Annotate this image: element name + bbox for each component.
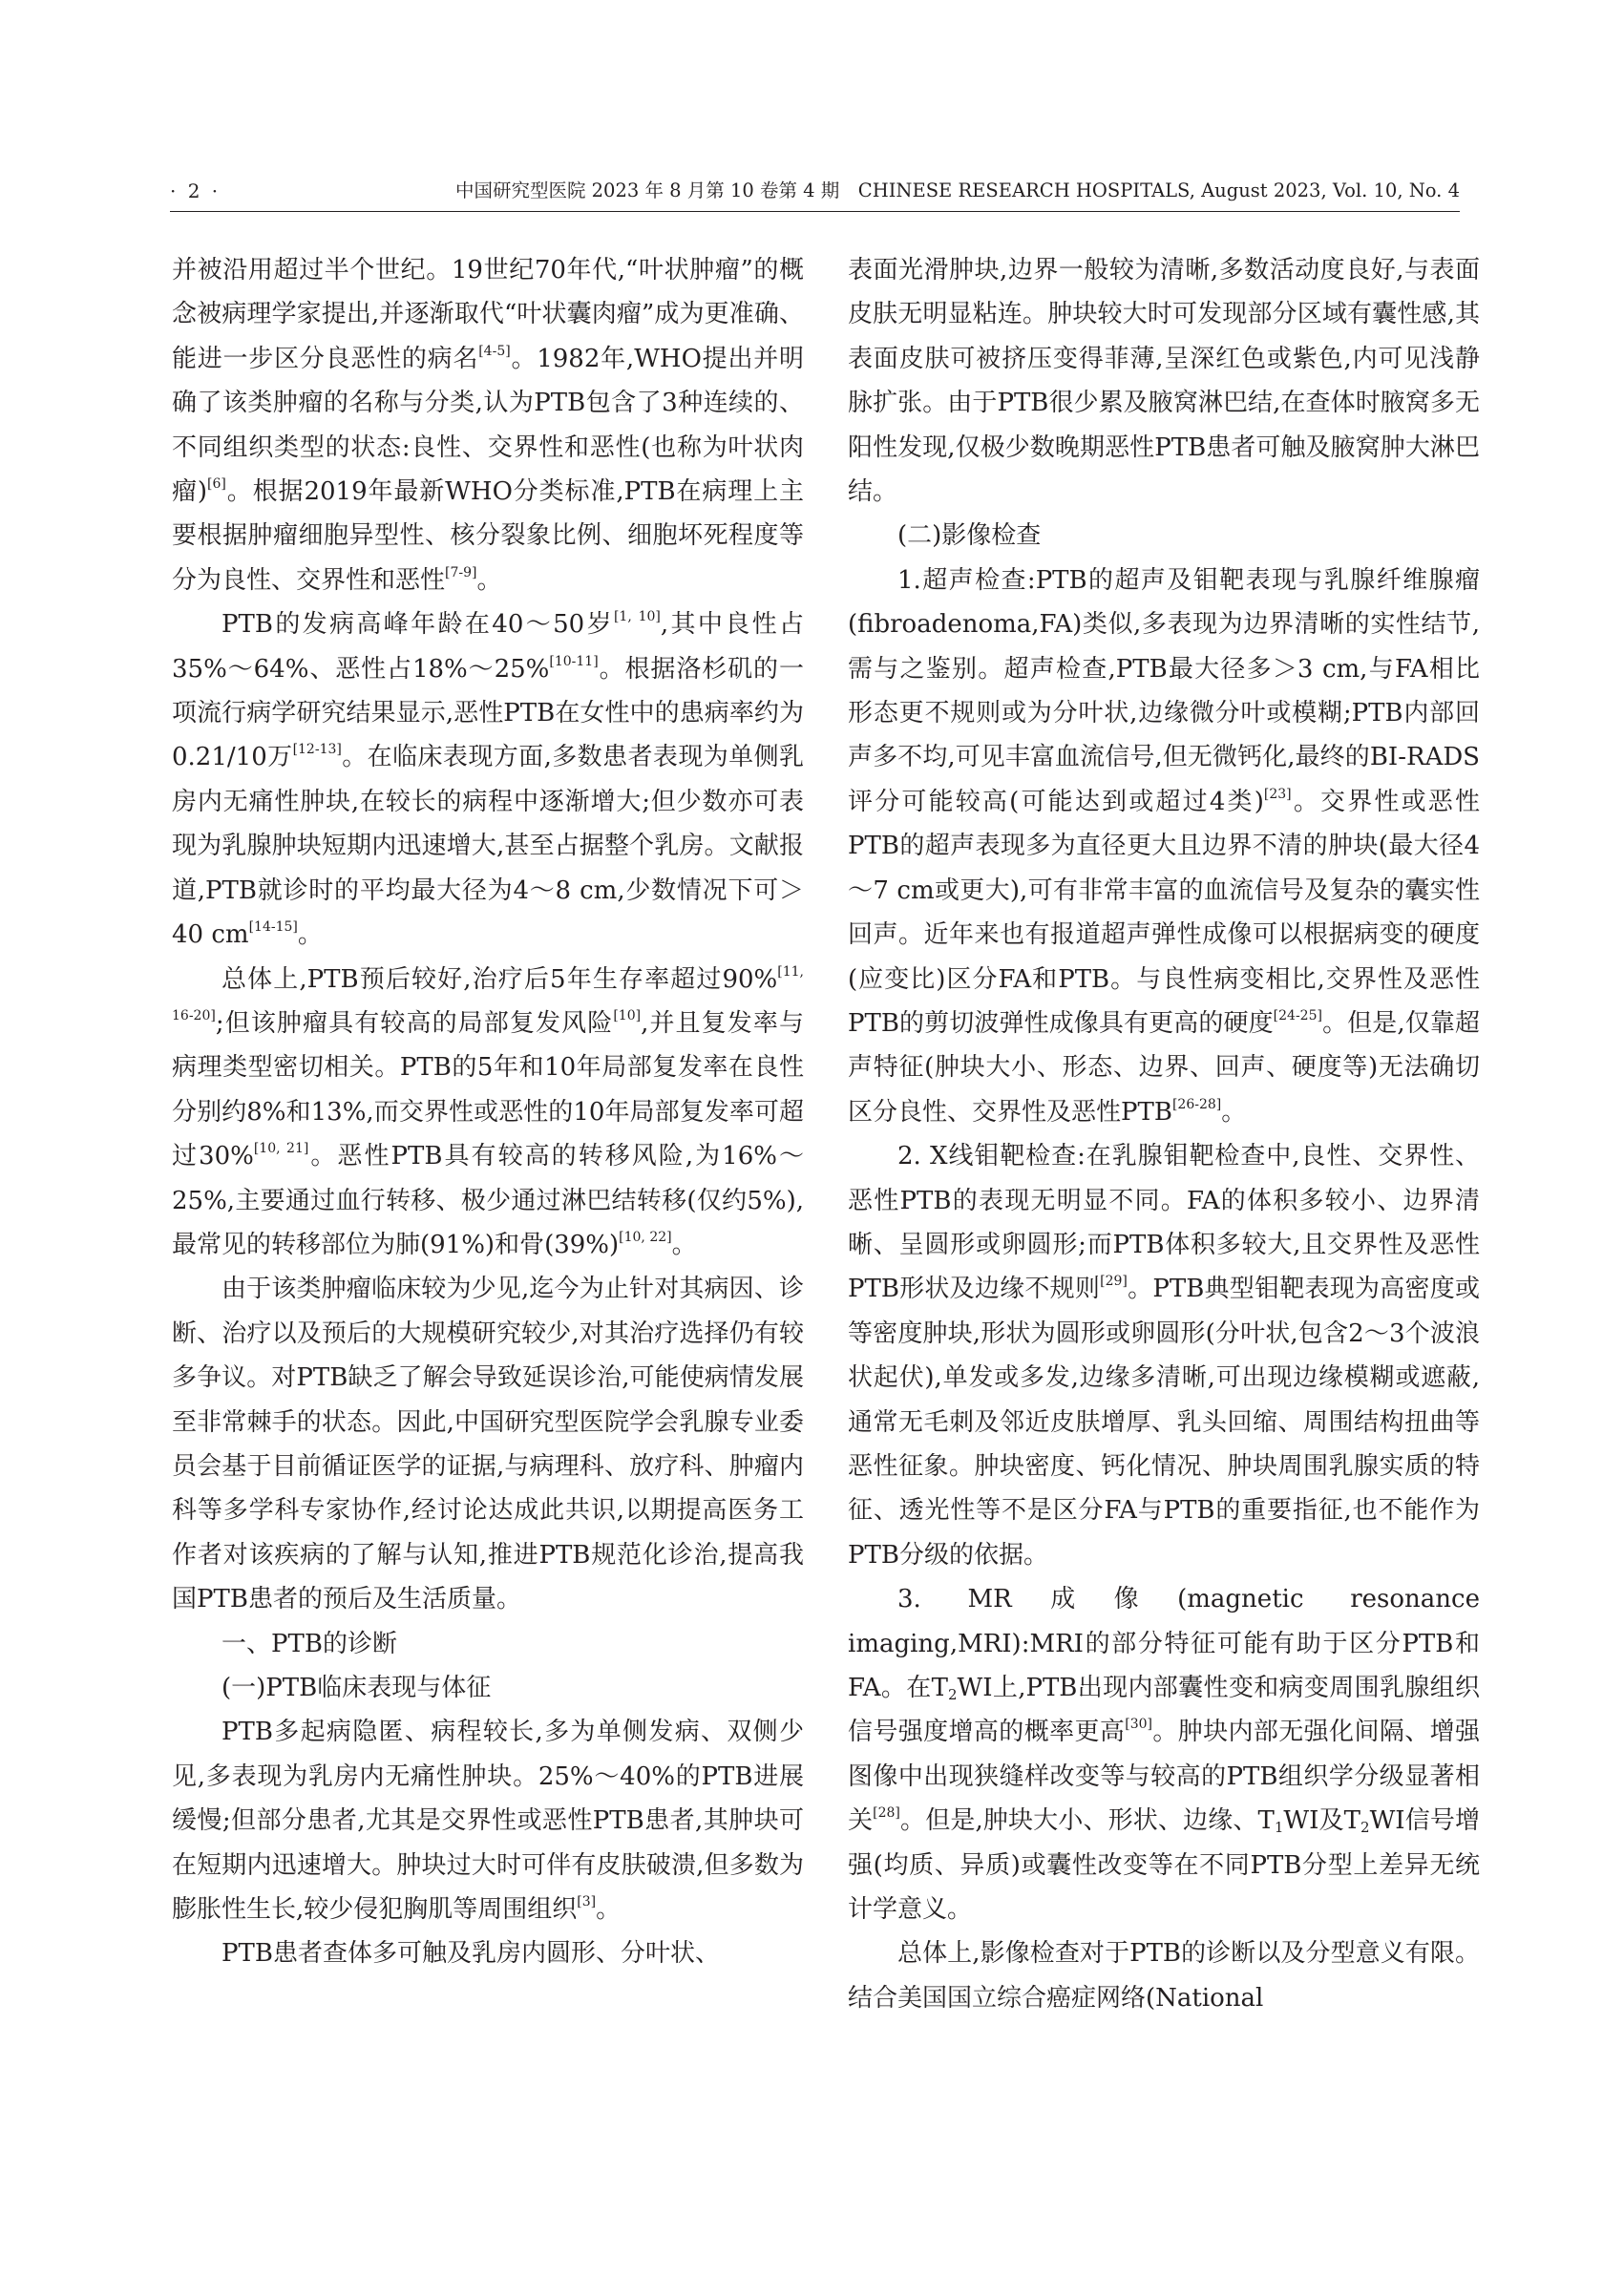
header-rule	[170, 211, 1460, 212]
subsection-heading: (一)PTB临床表现与体征	[221, 1674, 492, 1702]
paragraph: PTB的发病高峰年龄在40～50岁[1, 10],其中良性占35%～64%、恶性占18%～25%[10-11]。根据洛杉矶的一项流行病学研究结果显示,恶性PTB在女性中的患病率约为0.21/10万[12-13]。在临床表现方面,多数患者表现为单侧乳房内无痛性肿块,在较长的病程中逐渐增大;但少数亦可表现为乳腺肿块短期内迅速增大,甚至占据整个乳房。文献报道,PTB就诊时的平均最大径为4～8 cm,少数情况下可＞40 cm[14-15]。	[172, 609, 804, 950]
paragraph: PTB多起病隐匿、病程较长,多为单侧发病、双侧少见,多表现为乳房内无痛性肿块。25%～40%的PTB进展缓慢;但部分患者,尤其是交界性或恶性PTB患者,其肿块可在短期内迅速增大。肿块过大时可伴有皮肤破溃,但多数为膨胀性生长,较少侵犯胸肌等周围组织[3]。	[172, 1718, 804, 1925]
citation: [1, 10]	[613, 609, 661, 625]
citation: [30]	[1125, 1717, 1152, 1733]
citation: [10]	[613, 1007, 642, 1023]
citation: [24-25]	[1273, 1007, 1322, 1023]
citation: [12-13]	[292, 742, 342, 758]
section-heading: 一、PTB的诊断	[221, 1629, 397, 1658]
journal-citation: 中国研究型医院 2023 年 8 月第 10 卷第 4 期 CHINESE RESEARCH HOSPITALS, August 2023, Vol. 10, No. 4	[454, 179, 1460, 201]
paragraph: 2. X线钼靶检查:在乳腺钼靶检查中,良性、交界性、恶性PTB的表现无明显不同。FA的体积多较小、边界清晰、呈圆形或卵圆形;而PTB体积多较大,且交界性及恶性PTB形状及边缘不规则[29]。PTB典型钼靶表现为高密度或等密度肿块,形状为圆形或卵圆形(分叶状,包含2～3个波浪状起伏),单发或多发,边缘多清晰,可出现边缘模糊或遮蔽,通常无毛刺及邻近皮肤增厚、乳头回缩、周围结构扭曲等恶性征象。肿块密度、钙化情况、肿块周围乳腺实质的特征、透光性等不是区分FA与PTB的重要指征,也不能作为PTB分级的依据。	[848, 1142, 1480, 1570]
citation: [10, 21]	[253, 1141, 309, 1157]
citation: [6]	[207, 476, 226, 493]
citation: [11, 16-20]	[172, 963, 804, 1023]
citation: [3]	[577, 1894, 597, 1910]
citation: [26-28]	[1171, 1096, 1222, 1112]
citation: [4-5]	[478, 343, 511, 359]
paragraph: 总体上,影像检查对于PTB的诊断以及分型意义有限。结合美国国立综合癌症网络(National	[848, 1939, 1480, 2013]
left-column	[172, 248, 804, 2177]
right-column	[848, 248, 1480, 2177]
citation: [29]	[1100, 1274, 1128, 1290]
running-header	[170, 175, 1460, 207]
page-number: · 2 ·	[170, 179, 221, 202]
citation: [23]	[1263, 786, 1292, 802]
paragraph: 表面光滑肿块,边界一般较为清晰,多数活动度良好,与表面皮肤无明显粘连。肿块较大时可发现部分区域有囊性感,其表面皮肤可被挤压变得菲薄,呈深红色或紫色,内可见浅静脉扩张。由于PTB很少累及腋窝淋巴结,在查体时腋窝多无阳性发现,仅极少数晚期恶性PTB患者可触及腋窝肿大淋巴结。	[848, 256, 1480, 507]
citation: [14-15]	[248, 919, 298, 936]
citation: [28]	[873, 1805, 900, 1822]
paragraph: 1.超声检查:PTB的超声及钼靶表现与乳腺纤维腺瘤(fibroadenoma,FA)类似,多表现为边界清晰的实性结节,需与之鉴别。超声检查,PTB最大径多＞3 cm,与FA相比形态更不规则或为分叶状,边缘微分叶或模糊;PTB内部回声多不均,可见丰富血流信号,但无微钙化,最终的BI-RADS评分可能较高(可能达到或超过4类)[23]。交界性或恶性PTB的超声表现多为直径更大且边界不清的肿块(最大径4～7 cm或更大),可有非常丰富的血流信号及复杂的囊实性回声。近年来也有报道超声弹性成像可以根据病变的硬度(应变比)区分FA和PTB。与良性病变相比,交界性及恶性PTB的剪切波弹性成像具有更高的硬度[24-25]。但是,仅靠超声特征(肿块大小、形态、边界、回声、硬度等)无法确切区分良性、交界性及恶性PTB[26-28]。	[848, 565, 1480, 1127]
paragraph: 3. MR成像(magnetic resonance imaging,MRI):MRI的部分特征可能有助于区分PTB和FA。在$T_2WI$上,PTB出现内部囊性变和病变周围乳腺组织信号强度增高的概率更高[30]。肿块内部无强化间隔、增强图像中出现狭缝样改变等与较高的PTB组织学分级显著相关[28]。但是,肿块大小、形状、边缘、$T_1WI$及$T_2WI$信号增强(均质、异质)或囊性改变等在不同PTB分型上差异无统计学意义。	[848, 1585, 1480, 1925]
citation: [7-9]	[445, 564, 477, 580]
subsection-heading: (二)影像检查	[897, 521, 1042, 551]
paragraph: PTB患者查体多可触及乳房内圆形、分叶状、	[221, 1939, 720, 1969]
paragraph: 总体上,PTB预后较好,治疗后5年生存率超过90%[11, 16-20];但该肿瘤具有较高的局部复发风险[10],并且复发率与病理类型密切相关。PTB的5年和10年局部复发率在良性分别约8%和13%,而交界性或恶性的10年局部复发率可超过30%[10, 21]。恶性PTB具有较高的转移风险,为16%～25%,主要通过血行转移、极少通过淋巴结转移(仅约5%),最常见的转移部位为肺(91%)和骨(39%)[10, 22]。	[172, 963, 804, 1259]
paragraph: 由于该类肿瘤临床较为少见,迄今为止针对其病因、诊断、治疗以及预后的大规模研究较少,对其治疗选择仍有较多争议。对PTB缺乏了解会导致延误诊治,可能使病情发展至非常棘手的状态。因此,中国研究型医院学会乳腺专业委员会基于目前循证医学的证据,与病理科、放疗科、肿瘤内科等多学科专家协作,经讨论达成此共识,以期提高医务工作者对该疾病的了解与认知,推进PTB规范化诊治,提高我国PTB患者的预后及生活质量。	[172, 1275, 804, 1614]
citation: [10-11]	[549, 653, 599, 669]
paragraph: 并被沿用超过半个世纪。19世纪70年代,“叶状肿瘤”的概念被病理学家提出,并逐渐取代“叶状囊肉瘤”成为更准确、能进一步区分良恶性的病名[4-5]。1982年,WHO提出并明确了该类肿瘤的名称与分类,认为PTB包含了3种连续的、不同组织类型的状态:良性、交界性和恶性(也称为叶状肉瘤)[6]。根据2019年最新WHO分类标准,PTB在病理上主要根据肿瘤细胞异型性、核分裂象比例、细胞坏死程度等分为良性、交界性和恶性[7-9]。	[172, 256, 804, 595]
citation: [10, 22]	[619, 1229, 672, 1245]
